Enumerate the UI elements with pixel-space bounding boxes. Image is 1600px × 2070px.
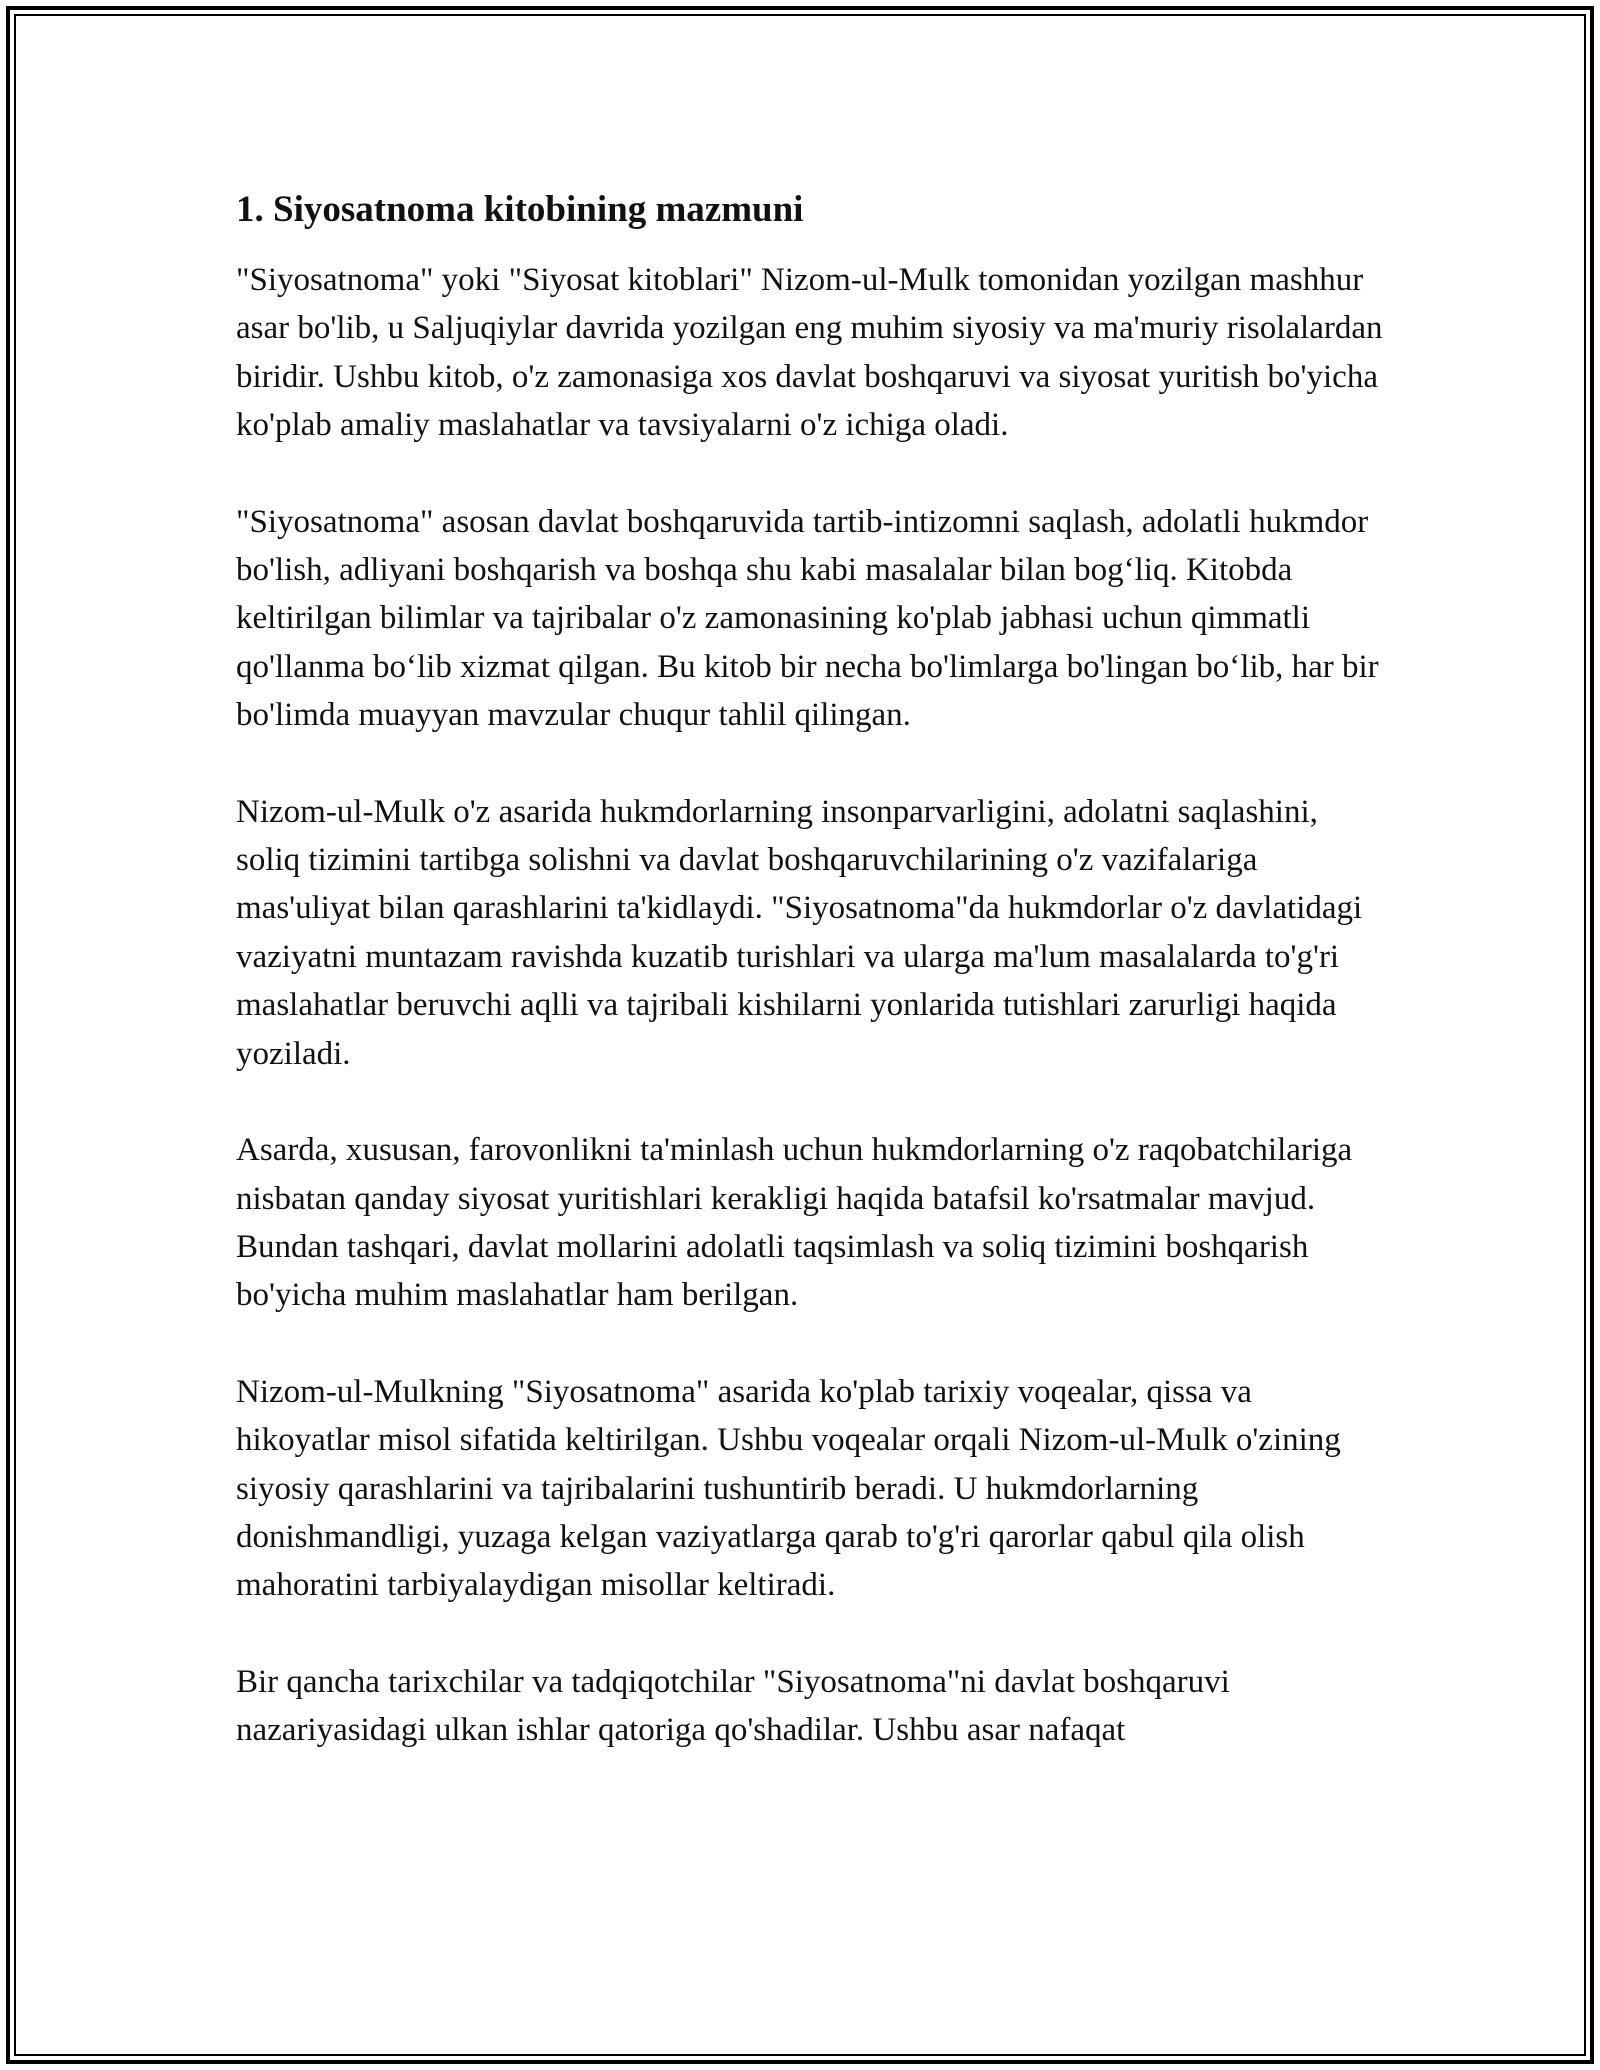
paragraph-4: Asarda, xususan, farovonlikni ta'minlash uchun hukmdorlarning o'z raqobatchilariga nisbatan qanday siyosat yuritishlari kerakligi haqida batafsil ko'rsatmalar mavjud. Bundan tashqari, davlat mollarini adolatli taqsimlash va soliq tizimini boshqarish bo'yicha muhim maslahatlar ham berilgan. [236, 1132, 1353, 1314]
paragraph-6: Bir qancha tarixchilar va tadqiqotchilar "Siyosatnoma"ni davlat boshqaruvi nazariyasidagi ulkan ishlar qatoriga qo'shadilar. Ushbu asar nafaqat [236, 1663, 1230, 1749]
paragraph-1: "Siyosatnoma" yoki "Siyosat kitoblari" Nizom-ul-Mulk tomonidan yozilgan mashhur asar bo'lib, u Saljuqiylar davrida yozilgan eng muhim siyosiy va ma'muriy risolalardan biridir. Ushbu kitob, o'z zamonasiga xos davlat boshqaruvi va siyosat yuritish bo'yicha ko'plab amaliy maslahatlar va tavsiyalarni o'z ichiga oladi. [236, 262, 1383, 444]
document-body [236, 186, 1386, 1803]
paragraph-3: Nizom-ul-Mulk o'z asarida hukmdorlarning insonparvarligini, adolatni saqlashini, soliq tizimini tartibga solishni va davlat boshqaruvchilarining o'z vazifalariga mas'uliyat bilan qarashlarini ta'kidlaydi. "Siyosatnoma"da hukmdorlar o'z davlatidagi vaziyatni muntazam ravishda kuzatib turishlari va ularga ma'lum masalalarda to'g'ri maslahatlar beruvchi aqlli va tajribali kishilarni yonlarida tutishlari zarurligi haqida yoziladi. [236, 793, 1363, 1072]
section-heading: 1. Siyosatnoma kitobining mazmuni [236, 189, 804, 230]
paragraph-2: "Siyosatnoma" asosan davlat boshqaruvida tartib-intizomni saqlash, adolatli hukmdor bo'lish, adliyani boshqarish va boshqa shu kabi masalalar bilan bog‘liq. Kitobda keltirilgan bilimlar va tajribalar o'z zamonasining ko'plab jabhasi uchun qimmatli qo'llanma bo‘lib xizmat qilgan. Bu kitob bir necha bo'limlarga bo'lingan bo‘lib, har bir bo'limda muayyan mavzular chuqur tahlil qilingan. [236, 503, 1379, 734]
paragraph-5: Nizom-ul-Mulkning "Siyosatnoma" asarida ko'plab tarixiy voqealar, qissa va hikoyatlar misol sifatida keltirilgan. Ushbu voqealar orqali Nizom-ul-Mulk o'zining siyosiy qarashlarini va tajribalarini tushuntirib beradi. U hukmdorlarning donishmandligi, yuzaga kelgan vaziyatlarga qarab to'g'ri qarorlar qabul qila olish mahoratini tarbiyalaydigan misollar keltiradi. [236, 1373, 1341, 1604]
